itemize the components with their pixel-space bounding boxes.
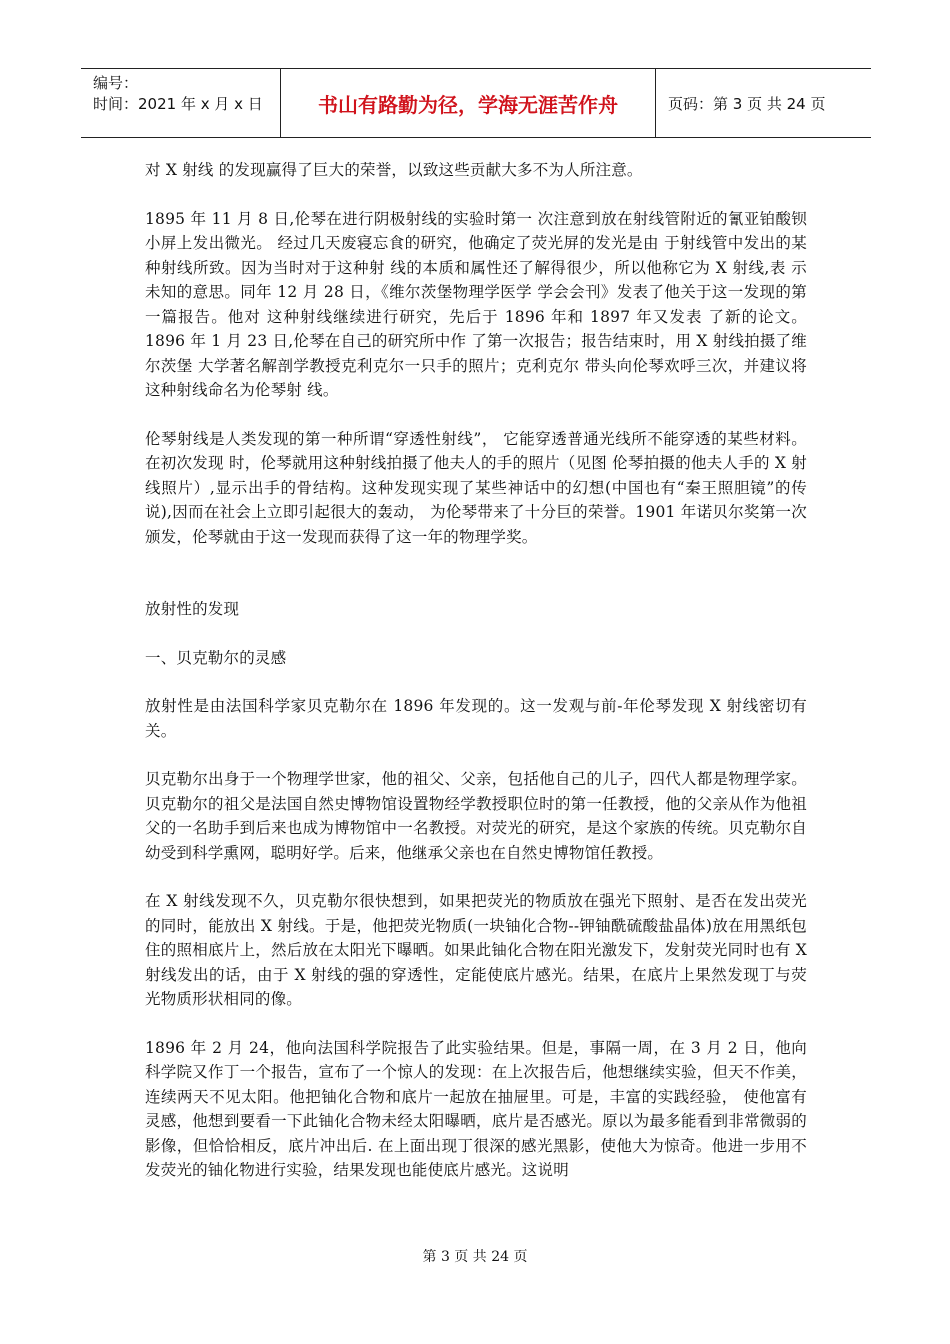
header-meta xyxy=(81,69,281,137)
paragraph: 伦琴射线是人类发现的第一种所谓“穿透性射线”， 它能穿透普通光线所不能穿透的某些材料。在初次发现 时，伦琴就用这种射线拍摄了他夫人的手的照片（见图 伦琴拍摄的他夫人手的 X 射线照片）,显示出手的骨结构。这种发现实现了某些神话中的幻想(中国也有“秦王照胆镜”的传说),因而在社会上立即引起很大的轰动， 为伦琴带来了十分巨的荣誉。1901 年诺贝尔奖第一次颁发，伦琴就由于这一发现而获得了这一年的物理学奖。 xyxy=(145,429,807,546)
paragraph: 贝克勒尔出身于一个物理学世家，他的祖父、父亲，包括他自己的儿子，四代人都是物理学家。贝克勒尔的祖父是法国自然史博物馆设置物经学教授职位时的第一任教授，他的父亲从作为他祖父的一名助手到后来也成为博物馆中一名教授。对荧光的研究，是这个家族的传统。贝克勒尔自幼受到科学熏网，聪明好学。后来，他继承父亲也在自然史博物馆任教授。 xyxy=(145,770,807,862)
paragraph: 在 X 射线发现不久，贝克勒尔很快想到，如果把荧光的物质放在强光下照射、是否在发出荧光的同时，能放出 X 射线。于是，他把荧光物质(一块铀化合物--钾铀酰硫酸盐晶体)放在用黑纸包住的照相底片上，然后放在太阳光下曝晒。如果此铀化合物在阳光激发下，发射荧光同时也有 X 射线发出的话，由于 X 射线的强的穿透性，定能使底片感光。结果，在底片上果然发现丁与荧光物质形状相同的像。 xyxy=(145,892,807,1008)
paragraph: 放射性是由法国科学家贝克勒尔在 1896 年发现的。这一发观与前-年伦琴发现 X 射线密切有关。 xyxy=(145,697,807,740)
paragraph: 1896 年 2 月 24，他向法国科学院报告了此实验结果。但是，事隔一周，在 3 月 2 日，他向科学院又作丁一个报告，宣布了一个惊人的发现：在上次报告后，他想继续实验，但天不作美，连续两天不见太阳。他把铀化合物和底片一起放在抽屉里。可是，丰富的实践经验， 使他富有灵感，他想到要看一下此铀化合物未经太阳曝晒，底片是否感光。原以为最多能看到非常微弱的影像，但恰恰相反，底片冲出后. 在上面出现丁很深的感光黑影，使他大为惊奇。他进一步用不发荧光的铀化物进行实验，结果发现也能使底片感光。这说明 xyxy=(145,1038,807,1179)
subsection-heading: 一、贝克勒尔的灵感 xyxy=(145,648,287,667)
paragraph: 1895 年 11 月 8 日,伦琴在进行阴极射线的实验时第一 次注意到放在射线管附近的氰亚铂酸钡小屏上发出微光。 经过几天废寝忘食的研究，他确定了荧光屏的发光是由 于射线管中发出的某种射线所致。因为当时对于这种射 线的本质和属性还了解得很少，所以他称它为 X 射线,表 示未知的意思。同年 12 月 28 日，《维尔茨堡物理学医学 学会会刊》发表了他关于这一发现的第一篇报告。他对 这种射线继续进行研究，先后于 1896 年和 1897 年又发表 了新的论文。1896 年 1 月 23 日,伦琴在自己的研究所中作 了第一次报告；报告结束时，用 X 射线拍摄了维尔茨堡 大学著名解剖学教授克利克尔一只手的照片；克利克尔 带头向伦琴欢呼三次，并建议将这种射线命名为伦琴射 线。 xyxy=(145,209,807,399)
body-text xyxy=(145,158,807,1183)
document-number-label: 编号： xyxy=(93,74,139,92)
paragraph: 对 X 射线 的发现赢得了巨大的荣誉，以致这些贡献大多不为人所注意。 xyxy=(145,161,643,179)
section-heading: 放射性的发现 xyxy=(145,600,240,618)
page-footer: 第 3 页 共 24 页 xyxy=(422,1249,528,1265)
document-date: 时间：2021 年 x 月 x 日 xyxy=(93,95,263,113)
header-page-info: 页码：第 3 页 共 24 页 xyxy=(668,94,826,113)
page-header xyxy=(81,68,871,138)
header-motto: 书山有路勤为径，学海无涯苦作舟 xyxy=(281,69,656,137)
